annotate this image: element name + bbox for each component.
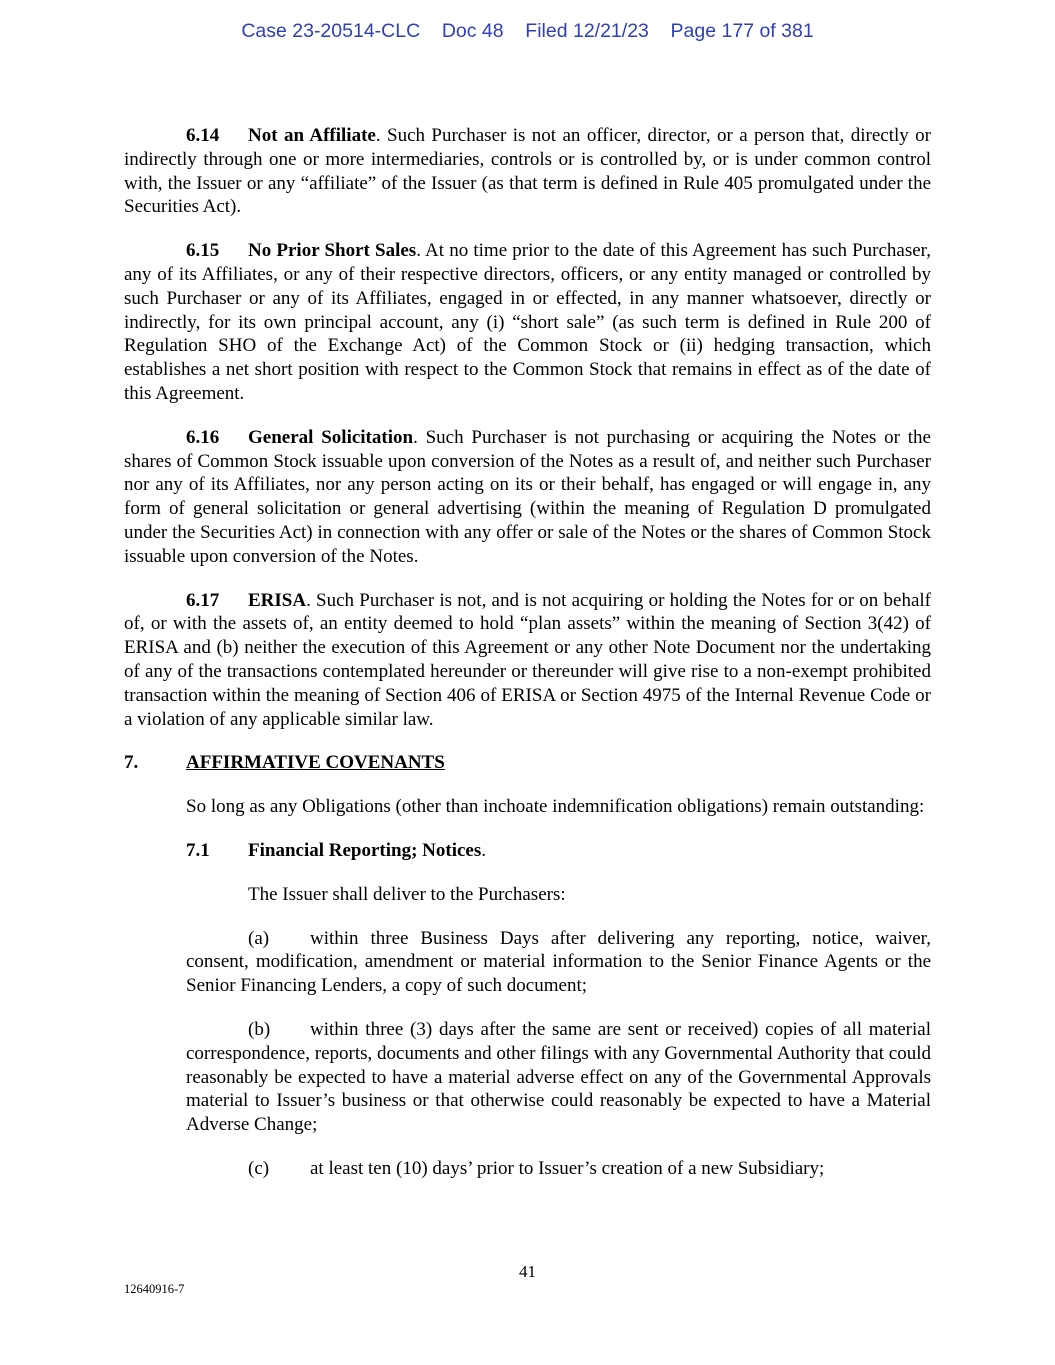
section-text: . At no time prior to the date of this Agreement has such Purchaser, any of its Affiliates, or any of their respective directors, officers, or any entity managed or controlled by such Purchaser or any of its Affiliates, engaged in or effected, in any manner whatsoever, directly or indirectly, for its own principal account, any (i) “short sale” (as such term is defined in Rule 200 of Regulation SHO of the Exchange Act) of the Common Stock or (ii) hedging transaction, which establishes a net short position with respect to the Common Stock that remains in effect as of the date of this Agreement.: [124, 240, 932, 404]
list-item-b: [186, 1018, 931, 1137]
section-title: ERISA: [248, 589, 307, 611]
section-title: General Solicitation: [248, 426, 414, 448]
section-7-1-heading: [186, 839, 931, 863]
section-text: . Such Purchaser is not, and is not acquiring or holding the Notes for or on behalf of, or with the assets of, an entity deemed to hold “plan assets” within the meaning of Section 3(42) of ERISA and (b) neither the execution of this Agreement or any other Note Document nor the undertaking of any of the transactions contemplated hereunder or thereunder will give rise to a non-exempt prohibited transaction within the meaning of Section 406 of ERISA or Section 4975 of the Internal Revenue Code or a violation of any applicable similar law.: [124, 589, 931, 730]
section-number: 6.15: [186, 240, 220, 262]
section-title: No Prior Short Sales: [248, 240, 417, 262]
document-id: 12640916-7: [124, 1282, 185, 1296]
list-item-c: [186, 1157, 931, 1181]
item-label: (a): [248, 927, 270, 949]
document-body: [124, 124, 931, 1201]
section-7-1-lead: The Issuer shall deliver to the Purchasers:: [248, 883, 566, 905]
section-6-17: [124, 589, 931, 732]
section-text: . Such Purchaser is not purchasing or acquiring the Notes or the shares of Common Stock issuable upon conversion of the Notes as a result of, and neither such Purchaser nor any of its Affiliates, nor any person acting on its or their behalf, has engaged or will engage in, any form of general solicitation or general advertising (within the meaning of Regulation D promulgated under the Securities Act) in connection with any offer or sale of the Notes or the shares of Common Stock issuable upon conversion of the Notes.: [124, 426, 931, 567]
list-item-a: [186, 927, 931, 998]
section-number: 7.: [124, 752, 139, 774]
section-title: Financial Reporting; Notices: [248, 839, 482, 861]
item-text: within three Business Days after delivering any reporting, notice, waiver, consent, modification, amendment or material information to the Senior Finance Agents or the Senior Financing Lenders, a copy of such document;: [186, 927, 931, 997]
item-text: at least ten (10) days’ prior to Issuer’s creation of a new Subsidiary;: [310, 1157, 825, 1179]
section-6-14: [124, 124, 931, 219]
item-text: within three (3) days after the same are sent or received) copies of all material correspondence, reports, documents and other filings with any Governmental Authority that could reasonably be expected to have a material adverse effect on any of the Governmental Approvals material to Issuer’s business or that otherwise could reasonably be expected to have a Material Adverse Change;: [186, 1018, 931, 1136]
section-title: AFFIRMATIVE COVENANTS: [186, 752, 445, 774]
item-label: (c): [248, 1157, 270, 1179]
section-6-15: [124, 239, 931, 406]
section-title: Not an Affiliate: [248, 125, 376, 146]
section-text: . Such Purchaser is not an officer, director, or a person that, directly or indirectly through one or more intermediaries, controls or is controlled by, or is under common control with, the Issuer or any “affiliate” of the Issuer (as that term is defined in Rule 405 promulgated under the Securities Act).: [124, 125, 932, 218]
case-header: Case 23-20514-CLC Doc 48 Filed 12/21/23 Page 177 of 381: [241, 20, 814, 42]
section-number: 6.14: [186, 125, 220, 146]
item-label: (b): [248, 1018, 271, 1040]
page-number: 41: [519, 1262, 536, 1281]
section-title-punct: .: [481, 839, 487, 861]
section-7-intro: So long as any Obligations (other than inchoate indemnification obligations) remain outstanding:: [186, 796, 925, 818]
section-7-heading: [124, 751, 931, 775]
section-number: 6.16: [186, 426, 220, 448]
section-6-16: [124, 426, 931, 569]
section-number: 7.1: [186, 839, 210, 861]
section-number: 6.17: [186, 589, 220, 611]
